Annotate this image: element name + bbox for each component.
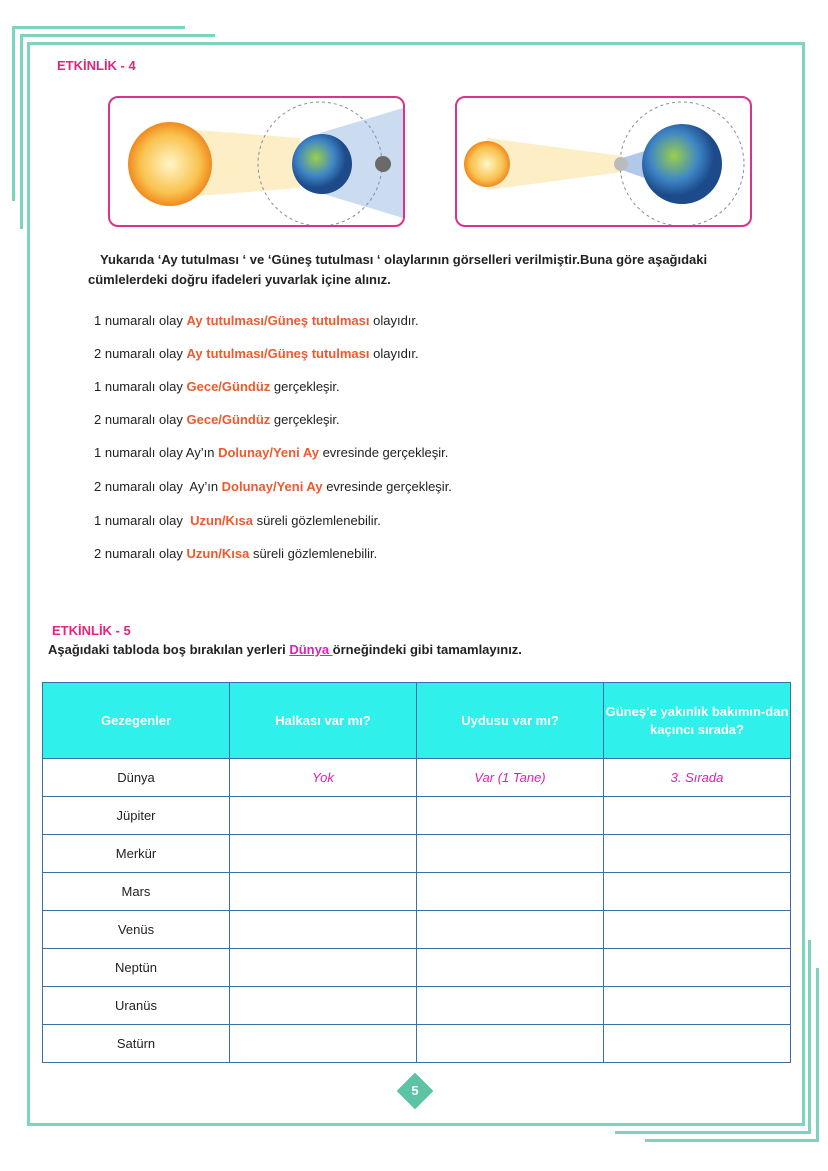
header-moons: Uydusu var mı? — [417, 683, 604, 759]
blank-cell[interactable] — [417, 873, 604, 911]
instr-text: örneğindeki gibi tamamlayınız. — [332, 642, 522, 657]
blank-cell[interactable] — [604, 873, 791, 911]
page-number: 5 — [411, 1083, 419, 1098]
blank-cell[interactable] — [417, 911, 604, 949]
answer-options[interactable]: Ay tutulması/Güneş tutulması — [186, 346, 370, 361]
table-row — [43, 797, 791, 835]
statement-text: 1 numaralı olay — [94, 513, 191, 528]
blank-cell[interactable] — [604, 949, 791, 987]
activity5-instructions — [48, 642, 522, 657]
blank-cell[interactable] — [417, 1025, 604, 1063]
statement-text: 1 numaralı olay — [94, 379, 187, 394]
blank-cell[interactable] — [604, 797, 791, 835]
activity4-instructions: Yukarıda ‘Ay tutulması ‘ ve ‘Güneş tutulması ‘ olaylarının görselleri verilmiştir.Buna göre aşağıdaki cümlelerdeki doğru ifadeleri yuvarlak içine alınız. — [88, 252, 708, 287]
example-order: 3. Sırada — [604, 759, 791, 797]
statement-item — [94, 313, 419, 328]
header-rings: Halkası var mı? — [230, 683, 417, 759]
blank-cell[interactable] — [230, 873, 417, 911]
blank-cell[interactable] — [230, 1025, 417, 1063]
planet-name: Dünya — [43, 759, 230, 797]
statement-text: 2 numaralı olay — [94, 346, 187, 361]
statement-text: evresinde gerçekleşir. — [322, 479, 452, 494]
table-row — [43, 1025, 791, 1063]
blank-cell[interactable] — [417, 797, 604, 835]
planet-name: Venüs — [43, 911, 230, 949]
statement-text: 1 numaralı olay — [94, 313, 187, 328]
statement-item — [94, 346, 419, 361]
blank-cell[interactable] — [230, 911, 417, 949]
answer-options[interactable]: Gece/Gündüz — [186, 379, 271, 394]
statement-text: olayıdır. — [369, 313, 419, 328]
statement-item — [94, 479, 452, 494]
statement-text: evresinde gerçekleşir. — [318, 445, 449, 460]
statement-text: 2 numaralı olay Ay’ın — [94, 479, 222, 494]
table-header-row — [43, 683, 791, 759]
blank-cell[interactable] — [604, 987, 791, 1025]
answer-options[interactable]: Uzun/Kısa — [186, 546, 250, 561]
statement-text: gerçekleşir. — [270, 379, 340, 394]
solar-eclipse-image — [455, 96, 752, 227]
answer-options[interactable]: Dolunay/Yeni Ay — [221, 479, 323, 494]
blank-cell[interactable] — [417, 987, 604, 1025]
planet-name: Uranüs — [43, 987, 230, 1025]
table-row — [43, 835, 791, 873]
blank-cell[interactable] — [230, 835, 417, 873]
activity5-title: ETKİNLİK - 5 — [52, 623, 131, 638]
table-row — [43, 911, 791, 949]
instr-text: Aşağıdaki tabloda boş bırakılan yerleri — [48, 642, 290, 657]
planet-name: Mars — [43, 873, 230, 911]
blank-cell[interactable] — [604, 1025, 791, 1063]
blank-cell[interactable] — [604, 911, 791, 949]
example-word: Dünya — [289, 642, 333, 657]
statement-text: 2 numaralı olay — [94, 546, 187, 561]
statement-item — [94, 379, 340, 394]
table-row — [43, 873, 791, 911]
statement-text: süreli gözlemlenebilir. — [249, 546, 378, 561]
statement-text: gerçekleşir. — [270, 412, 340, 427]
header-order: Güneş’e yakınlık bakımın-dan kaçıncı sırada? — [604, 683, 791, 759]
planets-table — [42, 682, 791, 1063]
answer-options[interactable]: Gece/Gündüz — [186, 412, 271, 427]
planet-name: Merkür — [43, 835, 230, 873]
example-moons: Var (1 Tane) — [417, 759, 604, 797]
blank-cell[interactable] — [230, 797, 417, 835]
table-row — [43, 759, 791, 797]
blank-cell[interactable] — [604, 835, 791, 873]
table-row — [43, 949, 791, 987]
statement-text: 1 numaralı olay Ay’ın — [94, 445, 219, 460]
planet-name: Neptün — [43, 949, 230, 987]
example-rings: Yok — [230, 759, 417, 797]
answer-options[interactable]: Dolunay/Yeni Ay — [218, 445, 319, 460]
blank-cell[interactable] — [230, 987, 417, 1025]
planet-name: Jüpiter — [43, 797, 230, 835]
statement-item — [94, 546, 377, 561]
answer-options[interactable]: Ay tutulması/Güneş tutulması — [186, 313, 370, 328]
answer-options[interactable]: Uzun/Kısa — [190, 513, 253, 528]
blank-cell[interactable] — [230, 949, 417, 987]
lunar-eclipse-image — [108, 96, 405, 227]
statement-item — [94, 513, 381, 528]
statement-item — [94, 412, 340, 427]
statement-text: 2 numaralı olay — [94, 412, 187, 427]
blank-cell[interactable] — [417, 835, 604, 873]
header-planets: Gezegenler — [43, 683, 230, 759]
planet-name: Satürn — [43, 1025, 230, 1063]
blank-cell[interactable] — [417, 949, 604, 987]
statement-item — [94, 445, 448, 460]
statement-text: süreli gözlemlenebilir. — [252, 513, 381, 528]
activity4-title: ETKİNLİK - 4 — [57, 58, 136, 73]
statement-text: olayıdır. — [369, 346, 419, 361]
table-row — [43, 987, 791, 1025]
